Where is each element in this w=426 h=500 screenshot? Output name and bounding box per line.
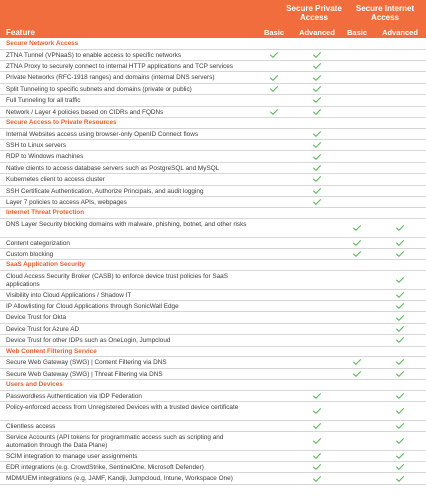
table-row — [0, 290, 426, 301]
check-icon — [312, 140, 322, 150]
feature-name: IP Allowlisting for Cloud Applications through SonicWall Edge — [6, 303, 179, 310]
check-icon — [312, 451, 322, 461]
table-row — [0, 95, 426, 106]
feature-name: Full Tunneling for all traffic — [6, 97, 81, 105]
feature-name: Clientless access — [6, 422, 56, 430]
check-icon — [395, 391, 405, 401]
check-icon — [312, 72, 322, 82]
feature-name: Split Tunneling to specific subnets and domains (private or public) — [6, 85, 192, 93]
check-icon — [395, 312, 405, 322]
section-header-row — [0, 260, 426, 271]
check-icon — [352, 219, 362, 237]
group-private-label: Secure Private Access — [286, 4, 342, 22]
feature-name: DNS Layer Security blocking domains with malware, phishing, botnet, and other risks — [6, 221, 247, 228]
feature-name: MDM/UEM integrations (e.g. JAMF, Kandji, Jumpcloud, Intune, Workspace One) — [6, 475, 233, 483]
table-row — [0, 312, 426, 323]
section-title: Users and Devices — [6, 381, 63, 388]
check-icon — [395, 432, 405, 450]
check-icon — [312, 107, 322, 117]
table-header — [0, 0, 426, 38]
table-row — [0, 151, 426, 162]
check-icon — [395, 271, 405, 289]
feature-name: Policy-enforced access from Unregistered Devices with a trusted device certificate — [6, 404, 239, 411]
feature-name: Device Trust for other IDPs such as OneLogin, Jumpcloud — [6, 337, 171, 345]
feature-name: Custom blocking — [6, 251, 54, 258]
check-icon — [312, 432, 322, 450]
table-row — [0, 462, 426, 473]
section-header-row — [0, 347, 426, 358]
check-icon — [312, 84, 322, 94]
section-title: Internet Threat Protection — [6, 209, 85, 217]
table-row — [0, 174, 426, 185]
check-icon — [352, 249, 362, 259]
table-row — [0, 473, 426, 484]
table-row — [0, 421, 426, 432]
check-icon — [312, 186, 322, 196]
section-header-row — [0, 380, 426, 391]
table-row — [0, 129, 426, 140]
table-row — [0, 301, 426, 312]
check-icon — [312, 95, 322, 105]
check-icon — [395, 473, 405, 483]
feature-name: SSH Certificate Authentication, Authorize Principals, and audit logging — [6, 187, 204, 195]
group-header-internet-access — [344, 4, 426, 22]
check-icon — [395, 290, 405, 300]
check-icon — [269, 72, 279, 82]
feature-name: ZTNA Proxy to securely connect to internal HTTP applications and TCP services — [6, 63, 233, 70]
feature-name: Private Networks (RFC-1918 ranges) and domains (internal DNS servers) — [6, 74, 215, 82]
check-icon — [352, 238, 362, 248]
table-row — [0, 357, 426, 368]
table-row — [0, 197, 426, 208]
feature-name: Kubernetes client to access cluster — [6, 176, 105, 184]
table-row — [0, 61, 426, 72]
check-icon — [312, 421, 322, 431]
check-icon — [312, 151, 322, 161]
table-row — [0, 163, 426, 174]
check-icon — [312, 50, 322, 60]
check-icon — [395, 335, 405, 345]
table-row — [0, 186, 426, 197]
section-title: Secure Access to Private Resources — [6, 119, 117, 126]
table-row — [0, 140, 426, 151]
table-row — [0, 238, 426, 249]
feature-name: Passwordless Authentication via IDP Federation — [6, 392, 142, 400]
table-row — [0, 50, 426, 61]
check-icon — [312, 163, 322, 173]
feature-name: Device Trust for Azure AD — [6, 325, 80, 333]
feature-name: Secure Web Gateway (SWG) | Content Filtering via DNS — [6, 359, 167, 367]
check-icon — [312, 61, 322, 71]
col-header-private-advanced: Advanced — [299, 28, 335, 37]
check-icon — [395, 301, 405, 311]
check-icon — [312, 391, 322, 401]
feature-name: Secure Web Gateway (SWG) | Threat Filtering via DNS — [6, 370, 163, 378]
section-header-row — [0, 208, 426, 219]
feature-name: Content categorization — [6, 239, 70, 247]
section-title: SaaS Application Security — [6, 261, 85, 269]
feature-name: Native clients to access database servers such as PostgreSQL and MySQL — [6, 164, 220, 172]
feature-name: Internal Websites access using browser-only OpenID Connect flows — [6, 130, 199, 138]
section-header-row — [0, 39, 426, 50]
table-row — [0, 402, 426, 421]
check-icon — [395, 357, 405, 367]
check-icon — [269, 107, 279, 117]
feature-name: Device Trust for Okta — [6, 314, 67, 322]
group-internet-label: Secure Internet Access — [355, 4, 415, 22]
table-row — [0, 391, 426, 402]
feature-name: SSH to Linux servers — [6, 142, 67, 149]
check-icon — [312, 462, 322, 472]
feature-name: EDR integrations (e.g. CrowdStrike, SentinelOne, Microsoft Defender) — [6, 464, 204, 471]
table-row — [0, 271, 426, 290]
feature-name: RDP to Windows machines — [6, 153, 84, 161]
col-header-private-basic: Basic — [263, 28, 284, 37]
check-icon — [312, 473, 322, 483]
col-header-internet-advanced: Advanced — [382, 28, 418, 37]
check-icon — [269, 84, 279, 94]
section-title: Secure Network Access — [6, 40, 79, 47]
table-row — [0, 249, 426, 260]
table-row — [0, 369, 426, 380]
table-row — [0, 451, 426, 462]
table-row — [0, 107, 426, 118]
section-title: Web Content Filtering Service — [6, 347, 97, 355]
check-icon — [395, 451, 405, 461]
feature-name: Service Accounts (API tokens for programmatic access such as scripting and automation through the Data Plane) — [6, 434, 224, 449]
col-header-internet-basic: Basic — [346, 28, 367, 37]
feature-column-header: Feature — [6, 28, 35, 37]
check-icon — [352, 357, 362, 367]
table-row — [0, 72, 426, 83]
feature-name: Network / Layer 4 policies based on CIDRs and FQDNs — [6, 108, 164, 116]
check-icon — [395, 462, 405, 472]
check-icon — [395, 238, 405, 248]
check-icon — [312, 174, 322, 184]
check-icon — [395, 324, 405, 334]
table-row — [0, 432, 426, 451]
check-icon — [269, 50, 279, 60]
check-icon — [395, 421, 405, 431]
check-icon — [395, 219, 405, 237]
check-icon — [352, 369, 362, 379]
table-row — [0, 335, 426, 346]
check-icon — [395, 369, 405, 379]
section-header-row — [0, 118, 426, 129]
feature-name: Visibility into Cloud Applications / Shadow IT — [6, 291, 132, 299]
feature-name: ZTNA Tunnel (VPNaaS) to enable access to specific networks — [6, 51, 182, 59]
check-icon — [312, 197, 322, 207]
table-row — [0, 84, 426, 95]
check-icon — [312, 402, 322, 420]
check-icon — [395, 402, 405, 420]
feature-name: SCIM integration to manage user assignments — [6, 452, 138, 460]
table-row — [0, 324, 426, 335]
table-row — [0, 219, 426, 238]
feature-name: Layer 7 policies to access APIs, webpages — [6, 199, 127, 206]
feature-name: Cloud Access Security Broker (CASB) to enforce device trust policies for SaaS applications — [6, 273, 228, 288]
check-icon — [395, 249, 405, 259]
check-icon — [312, 129, 322, 139]
